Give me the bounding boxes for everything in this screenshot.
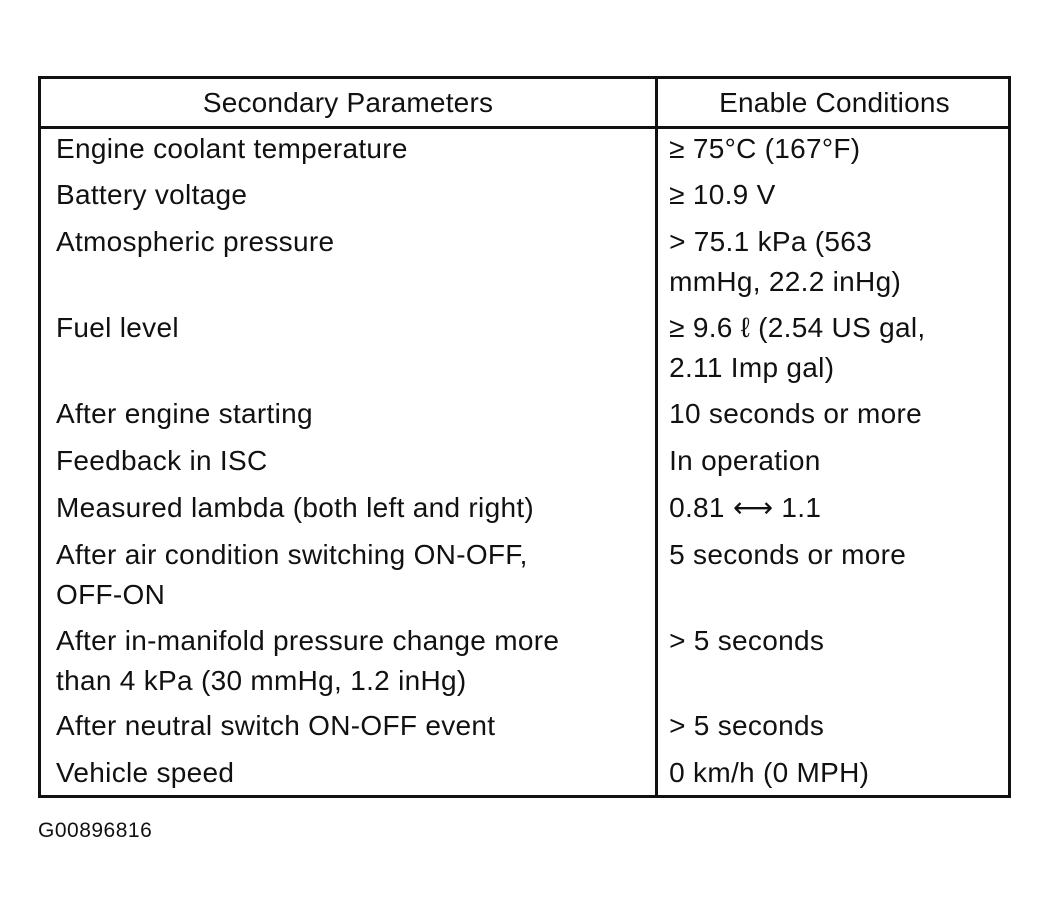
condition-text: > 75.1 kPa (563	[669, 226, 873, 257]
condition-cell	[656, 222, 1008, 302]
header-enable-conditions: Enable Conditions	[719, 87, 950, 118]
parameter-cell	[41, 753, 653, 793]
condition-text: 0 km/h (0 MPH)	[669, 757, 870, 788]
condition-text: ≥ 10.9 V	[669, 179, 776, 210]
condition-cell	[656, 488, 1008, 528]
figure-id: G00896816	[38, 819, 153, 842]
condition-cell	[656, 175, 1008, 215]
condition-text: mmHg, 22.2 inHg)	[669, 266, 902, 297]
parameter-cell	[41, 621, 653, 701]
condition-text: ≥ 75°C (167°F)	[669, 133, 861, 164]
condition-cell	[656, 394, 1008, 434]
condition-text: > 5 seconds	[669, 710, 825, 741]
parameter-cell	[41, 222, 653, 302]
table-row	[41, 621, 1008, 706]
parameter-cell	[41, 441, 653, 481]
parameter-cell	[41, 308, 653, 388]
condition-text: ≥ 9.6 ℓ (2.54 US gal,	[669, 312, 926, 343]
parameter-cell	[41, 706, 653, 746]
parameter-text: Engine coolant temperature	[56, 133, 408, 164]
table-row	[41, 753, 1008, 799]
parameter-text: Battery voltage	[56, 179, 248, 210]
parameter-text: OFF-ON	[56, 579, 166, 610]
condition-text: 2.11 Imp gal)	[669, 352, 835, 383]
condition-text: 10 seconds or more	[669, 398, 922, 429]
parameter-text: Measured lambda (both left and right)	[56, 492, 535, 523]
header-secondary-parameters: Secondary Parameters	[202, 87, 494, 118]
condition-text: In operation	[669, 445, 821, 476]
condition-cell	[656, 621, 1008, 701]
parameter-text: than 4 kPa (30 mmHg, 1.2 inHg)	[56, 665, 467, 696]
table-row	[41, 222, 1008, 308]
parameter-cell	[41, 535, 653, 615]
parameter-text: After neutral switch ON-OFF event	[56, 710, 496, 741]
parameter-text: After engine starting	[56, 398, 313, 429]
parameter-cell	[41, 175, 653, 215]
parameter-text: After in-manifold pressure change more	[56, 625, 560, 656]
parameter-text: Vehicle speed	[56, 757, 235, 788]
condition-text: > 5 seconds	[669, 625, 825, 656]
parameter-cell	[41, 488, 653, 528]
parameter-text: After air condition switching ON-OFF,	[56, 539, 528, 570]
condition-cell	[656, 308, 1008, 388]
table-row	[41, 488, 1008, 535]
table-row	[41, 441, 1008, 488]
table-row	[41, 175, 1008, 222]
condition-cell	[656, 706, 1008, 746]
condition-cell	[656, 441, 1008, 481]
condition-cell	[656, 753, 1008, 793]
enable-conditions-table	[38, 76, 1011, 798]
condition-text: 0.81 ⟷ 1.1	[669, 492, 822, 523]
condition-cell	[656, 129, 1008, 169]
table-row	[41, 535, 1008, 621]
table-body	[41, 129, 1008, 799]
parameter-text: Feedback in ISC	[56, 445, 268, 476]
parameter-cell	[41, 129, 653, 169]
parameter-cell	[41, 394, 653, 434]
parameter-text: Fuel level	[56, 312, 179, 343]
table-row	[41, 129, 1008, 175]
condition-text: 5 seconds or more	[669, 539, 907, 570]
table-row	[41, 308, 1008, 394]
table-row	[41, 706, 1008, 753]
parameter-text: Atmospheric pressure	[56, 226, 335, 257]
table-row	[41, 394, 1008, 441]
condition-cell	[656, 535, 1008, 615]
